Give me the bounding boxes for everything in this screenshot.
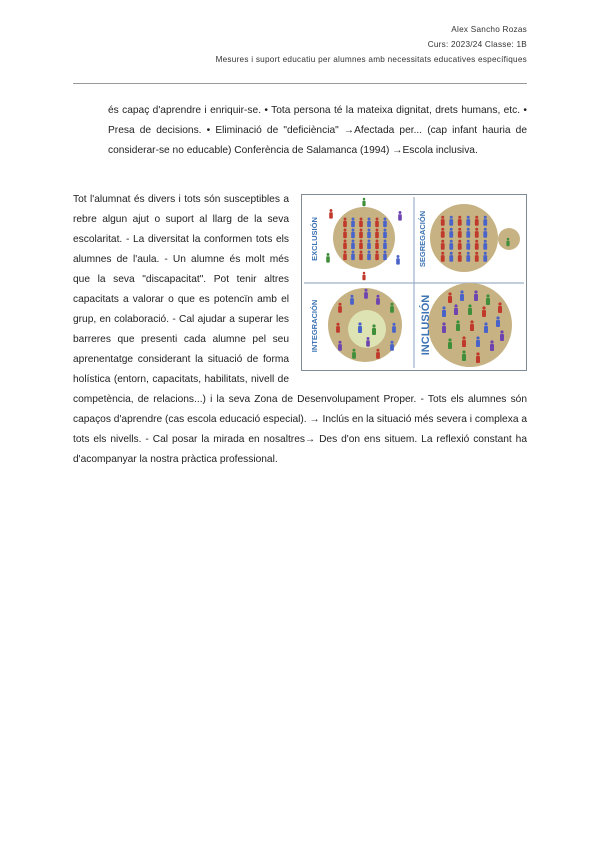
- person-icon: [468, 304, 472, 315]
- person-icon: [338, 341, 342, 351]
- paragraph-2: Tot l'alumnat és divers i tots són susceptibles a rebre algun ajut o suport al llarg de la seva escolaritat. - La diversitat la conformen tots els alumnes de l'aula. - Un alumne és molt més que la seva "discapacitat". Pot tenir altres capacitats a valorar o que es potencïn amb el grup, en colaboració. - Cal ajudar a superar les barreres que presenti cada alumne pel seu aprenentatge considerant la situació de forma holística (entorn, capacitats, habilitats, nivell de competència, de relacions...) i la seva Zona de Desenvolupament Proper. - Tots els alumnes són capaços d'aprendre (cas escola educació especial). → Inclús en la situació més severa i complexa a tots els nivells. - Cal posar la mirada en nosaltres→ Des d'on ens situem. La reflexió constant ha d'acompanyar la nostra pràctica professional.: [73, 194, 527, 465]
- person-icon: [449, 240, 453, 250]
- person-icon: [326, 253, 330, 263]
- inclusion-models-diagram: [304, 197, 524, 368]
- person-icon: [441, 216, 445, 226]
- person-icon: [359, 229, 363, 239]
- person-icon: [358, 322, 362, 333]
- person-icon: [375, 229, 379, 239]
- person-icon: [486, 294, 490, 305]
- person-icon: [367, 240, 371, 250]
- quadrant-label-segregation: SEGREGACIÓN: [418, 210, 427, 268]
- person-icon: [484, 322, 488, 333]
- person-icon: [366, 337, 370, 347]
- person-icon: [376, 295, 380, 305]
- person-icon: [483, 216, 487, 226]
- person-icon: [448, 292, 452, 303]
- person-icon: [483, 228, 487, 238]
- person-icon: [458, 228, 462, 238]
- person-icon: [500, 330, 504, 341]
- person-icon: [390, 303, 394, 313]
- person-icon: [392, 323, 396, 333]
- person-icon: [456, 320, 460, 331]
- person-icon: [449, 228, 453, 238]
- person-icon: [398, 211, 402, 221]
- person-icon: [454, 304, 458, 315]
- person-icon: [343, 229, 347, 239]
- segregation-main-circle: [430, 204, 498, 272]
- person-icon: [462, 350, 466, 361]
- person-icon: [367, 251, 371, 261]
- person-icon: [376, 349, 380, 359]
- quadrant-label-integration: INTEGRACIÓN: [310, 299, 319, 353]
- person-icon: [458, 240, 462, 250]
- person-icon: [483, 252, 487, 262]
- person-icon: [449, 252, 453, 262]
- document-header: [216, 22, 527, 67]
- person-icon: [367, 218, 371, 228]
- person-icon: [343, 240, 347, 250]
- quadrant-label-inclusion: INCLUSIÓN: [420, 294, 432, 356]
- person-icon: [375, 251, 379, 261]
- person-icon: [383, 218, 387, 228]
- person-icon: [470, 320, 474, 331]
- person-icon: [449, 216, 453, 226]
- person-icon: [362, 272, 365, 280]
- paragraph-1: és capaç d'aprendre i enriquir-se. • Tota persona té la mateixa dignitat, drets humans, etc. • Presa de decisions. • Eliminació de "deficiència" →Afectada per... (cap infant hauria de considerar-se no educable) Conferència de Salamanca (1994) →Escola inclusiva.: [108, 105, 527, 156]
- person-icon: [482, 306, 486, 317]
- person-icon: [359, 218, 363, 228]
- person-icon: [474, 290, 478, 301]
- inclusion-models-figure: [301, 194, 527, 371]
- person-icon: [359, 251, 363, 261]
- person-icon: [351, 251, 355, 261]
- person-icon: [362, 198, 365, 206]
- person-icon: [375, 240, 379, 250]
- person-icon: [458, 252, 462, 262]
- person-icon: [351, 218, 355, 228]
- person-icon: [350, 295, 354, 305]
- person-icon: [359, 240, 363, 250]
- person-icon: [475, 216, 479, 226]
- person-icon: [442, 322, 446, 333]
- paragraph-2-block: [73, 190, 527, 470]
- person-icon: [490, 340, 494, 351]
- person-icon: [458, 216, 462, 226]
- person-icon: [506, 238, 509, 246]
- person-icon: [396, 255, 400, 265]
- person-icon: [475, 240, 479, 250]
- person-icon: [476, 352, 480, 363]
- person-icon: [466, 240, 470, 250]
- person-icon: [351, 229, 355, 239]
- person-icon: [351, 240, 355, 250]
- person-icon: [383, 251, 387, 261]
- quadrant-label-exclusion: EXCLUSIÓN: [310, 217, 319, 261]
- person-icon: [441, 252, 445, 262]
- person-icon: [343, 251, 347, 261]
- person-icon: [475, 228, 479, 238]
- person-icon: [475, 252, 479, 262]
- person-icon: [466, 252, 470, 262]
- person-icon: [364, 289, 368, 299]
- author-name: Alex Sancho Rozas: [451, 25, 527, 34]
- person-icon: [383, 229, 387, 239]
- person-icon: [441, 240, 445, 250]
- person-icon: [460, 290, 464, 301]
- person-icon: [476, 336, 480, 347]
- header-divider: [73, 83, 527, 84]
- person-icon: [329, 209, 333, 219]
- person-icon: [343, 218, 347, 228]
- person-icon: [466, 216, 470, 226]
- person-icon: [498, 302, 502, 313]
- person-icon: [375, 218, 379, 228]
- person-icon: [372, 324, 376, 335]
- person-icon: [466, 228, 470, 238]
- person-icon: [483, 240, 487, 250]
- person-icon: [448, 338, 452, 349]
- person-icon: [462, 336, 466, 347]
- course-info: Curs: 2023/24 Classe: 1B: [427, 40, 527, 49]
- person-icon: [441, 228, 445, 238]
- document-subject: Mesures i suport educatiu per alumnes amb necessitats educatives específiques: [215, 55, 527, 64]
- person-icon: [496, 316, 500, 327]
- person-icon: [336, 323, 340, 333]
- person-icon: [383, 240, 387, 250]
- person-icon: [390, 341, 394, 351]
- person-icon: [367, 229, 371, 239]
- person-icon: [352, 349, 356, 359]
- person-icon: [338, 303, 342, 313]
- person-icon: [442, 306, 446, 317]
